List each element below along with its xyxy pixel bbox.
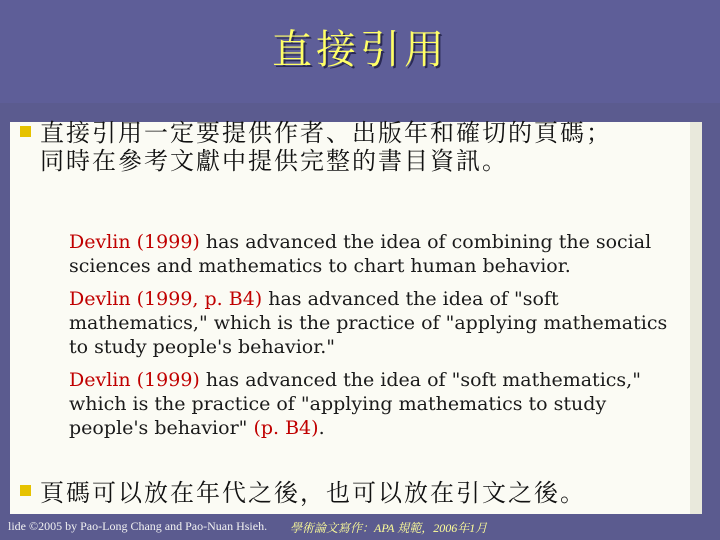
slide-title: 直接引用 [272, 27, 448, 73]
bullet-1-line-1: 直接引用一定要提供作者、出版年和確切的頁碼； [40, 119, 612, 147]
citation: Devlin (1999, p. B4) [69, 288, 263, 310]
quote-text: has advanced the idea of combining the social sciences and mathematics to chart human behavior. [69, 231, 652, 277]
footer [0, 514, 720, 540]
bullet-1-line-2: 同時在參考文獻中提供完整的書目資訊。 [40, 147, 508, 175]
example-quote-1 [69, 230, 684, 278]
title-bar [0, 0, 720, 103]
example-quote-2 [69, 287, 684, 359]
citation: Devlin (1999) [69, 231, 200, 253]
quote-tail: . [318, 417, 325, 439]
quote-text: has advanced the idea of "soft mathematics," which is the practice of "applying mathematics to study people's behavior" [69, 369, 641, 439]
example-quote-3 [69, 368, 684, 440]
bullet-square-icon [20, 485, 31, 496]
content-area [10, 119, 702, 514]
quote-text: has advanced the idea of "soft mathematics," which is the practice of "applying mathematics to study people's behavior." [69, 288, 668, 358]
footer-copyright: lide ©2005 by Pao-Long Chang and Pao-Nuan Hsieh. [8, 519, 268, 533]
page-citation: (p. B4) [253, 417, 319, 439]
footer-course-title: 學術論文寫作：APA 規範，2006年1月 [290, 521, 488, 535]
citation: Devlin (1999) [69, 369, 200, 391]
bullet-2-text: 頁碼可以放在年代之後，也可以放在引文之後。 [40, 479, 586, 507]
bullet-square-icon [20, 126, 31, 137]
